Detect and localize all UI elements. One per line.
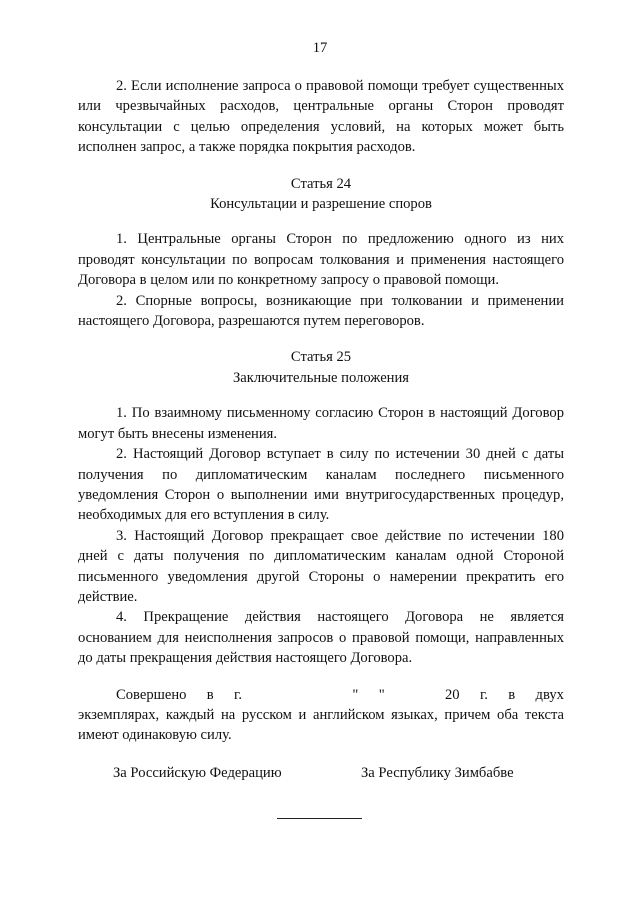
article-24-title: Консультации и разрешение споров bbox=[210, 196, 432, 213]
closing-text: экземплярах, каждый на русском и английском языках, причем оба текста имеют одинаковую силу. bbox=[78, 706, 564, 744]
document-body bbox=[78, 76, 564, 746]
signature-zimbabwe: За Республику Зимбабве bbox=[361, 765, 514, 781]
page-number: 17 bbox=[312, 40, 328, 56]
article-25-paragraph: 2. Настоящий Договор вступает в силу по истечении 30 дней с даты получения по дипломатическим каналам последнего письменного уведомления Сторон о выполнении ими внутригосударственных процедур, необходимых для его вступления в силу. bbox=[78, 446, 564, 524]
article-25-title: Заключительные положения bbox=[232, 369, 410, 386]
article-25-paragraph: 4. Прекращение действия настоящего Договора не является основанием для неисполнения запросов о правовой помощи, направленных до даты прекращения действия настоящего Договора. bbox=[78, 609, 564, 667]
done-at-line: Совершено в г. " " 20 г. в двух bbox=[116, 686, 564, 703]
article-25-paragraph: 1. По взаимному письменному согласию Сторон в настоящий Договор могут быть внесены изменения. bbox=[78, 405, 564, 442]
article-24-paragraph: 2. Спорные вопросы, возникающие при толковании и применении настоящего Договора, разрешаются путем переговоров. bbox=[78, 292, 564, 330]
article-24-paragraph: 1. Центральные органы Сторон по предложению одного из них проводят консультации по вопросам толкования и применения настоящего Договора в целом или по конкретному запросу о правовой помощи. bbox=[78, 231, 564, 289]
intro-paragraph: 2. Если исполнение запроса о правовой помощи требует существенных или чрезвычайных расходов, центральные органы Сторон проводят консультации с целью определения условий, на которых может быть исполнен запрос, а также порядка покрытия расходов. bbox=[78, 78, 564, 156]
signature-russia: За Российскую Федерацию bbox=[113, 765, 282, 781]
article-25-heading: Статья 25 bbox=[290, 349, 352, 366]
article-24-heading: Статья 24 bbox=[290, 175, 352, 192]
article-25-paragraph: 3. Настоящий Договор прекращает свое действие по истечении 180 дней с даты получения по дипломатическим каналам одной Стороной письменного уведомления другой Стороны о намерении прекратить его действие. bbox=[78, 527, 564, 605]
closing-rule bbox=[277, 818, 362, 819]
